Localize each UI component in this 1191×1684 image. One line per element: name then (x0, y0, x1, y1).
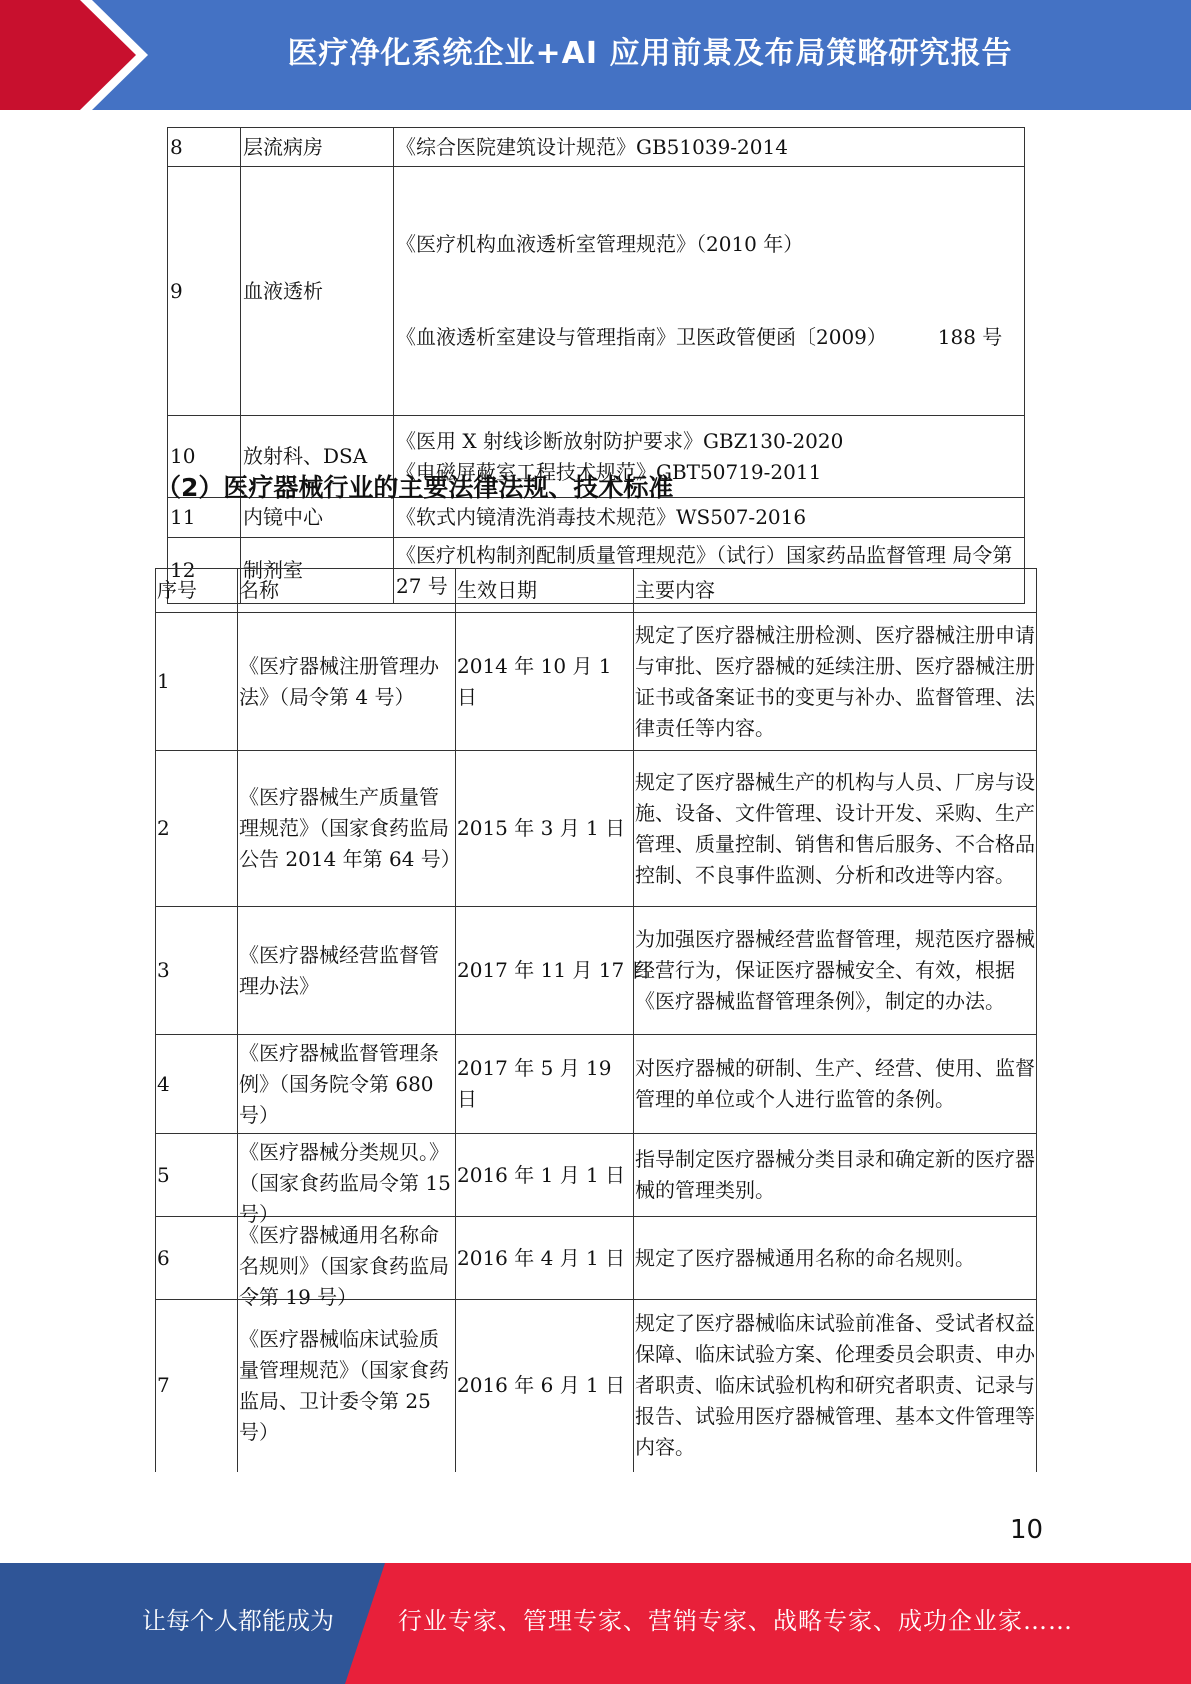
regulation-name-cell (238, 1217, 456, 1309)
regulation-name: 《医疗器械生产质量管理规范》（国家食药监局公告 2014 年第 64 号） (238, 751, 456, 907)
main-content: 指导制定医疗器械分类目录和确定新的医疗器械的管理类别。 (634, 1134, 1037, 1217)
regulation-name: 《医疗器械分类规贝。》（国家食药监局令第 15 号） (239, 1140, 451, 1226)
page-number: 10 (1010, 1515, 1044, 1545)
row-number: 6 (156, 1217, 238, 1300)
table-row (156, 613, 1037, 751)
standard-line: 《软式内镜清洗消毒技术规范》WS507-2016 (396, 505, 807, 529)
footer-slogan-right: 行业专家、管理专家、营销专家、战略专家、成功企业家…… (398, 1607, 1073, 1635)
standard-line: 《医用 X 射线诊断放射防护要求》GBZ130-2020 (396, 428, 844, 453)
row-number: 7 (156, 1300, 238, 1472)
row-number: 3 (156, 907, 238, 1035)
regulation-name: 《医疗器械监督管理条例》（国务院令第 680 号） (238, 1035, 456, 1134)
table-row (156, 751, 1037, 907)
standard-cell (394, 167, 1025, 416)
column-header: 名称 (238, 569, 456, 613)
table-row (156, 1300, 1037, 1472)
table-row (168, 128, 1025, 167)
row-number: 1 (156, 613, 238, 751)
main-content: 规定了医疗器械注册检测、医疗器械注册申请与审批、医疗器械的延续注册、医疗器械注册证书或备案证书的变更与补办、监督管理、法律责任等内容。 (634, 613, 1037, 751)
standard-line: 《综合医院建筑设计规范》GB51039-2014 (396, 134, 788, 159)
effective-date: 2017 年 5 月 19 日 (456, 1035, 634, 1134)
table-row (156, 1217, 1037, 1300)
effective-date: 2016 年 6 月 1 日 (456, 1300, 634, 1472)
effective-date: 2015 年 3 月 1 日 (456, 751, 634, 907)
standard-line: 《血液透析室建设与管理指南》卫医政管便函〔2009） 188 号 (396, 325, 1003, 349)
table-row (156, 1134, 1037, 1217)
effective-date: 2016 年 4 月 1 日 (456, 1217, 634, 1300)
row-number: 9 (168, 167, 241, 416)
effective-date: 2016 年 1 月 1 日 (456, 1134, 634, 1217)
main-content: 为加强医疗器械经营监督管理，规范医疗器械经营行为，保证医疗器械安全、有效，根据《医疗器械监督管理条例》，制定的办法。 (634, 907, 1037, 1035)
section-heading: （2）医疗器械行业的主要法律法规、技术标准 (156, 473, 674, 502)
standard-line: 《医疗机构制剂配制质量管理规范》（试行）国家药品监督管理 局令第 27 号 (396, 542, 1013, 598)
main-content: 规定了医疗器械临床试验前准备、受试者权益保障、临床试验方案、伦理委员会职责、申办者职责、临床试验机构和研究者职责、记录与报告、试验用医疗器械管理、基本文件管理等内容。 (634, 1300, 1037, 1472)
main-content: 对医疗器械的研制、生产、经营、使用、监督管理的单位或个人进行监管的条例。 (634, 1035, 1037, 1134)
report-title: 医疗净化系统企业+AI 应用前景及布局策略研究报告 (287, 36, 1013, 71)
regulation-name: 《医疗器械注册管理办法》（局令第 4 号） (238, 613, 456, 751)
main-content: 规定了医疗器械生产的机构与人员、厂房与设施、设备、文件管理、设计开发、采购、生产管理、质量控制、销售和售后服务、不合格品控制、不良事件监测、分析和改进等内容。 (634, 751, 1037, 907)
row-number: 12 (168, 538, 241, 604)
row-number: 10 (168, 416, 241, 498)
department-name: 血液透析 (241, 167, 394, 416)
column-header: 生效日期 (456, 569, 634, 613)
department-name: 层流病房 (241, 128, 394, 167)
table-row (156, 1035, 1037, 1134)
regulation-name: 《医疗器械临床试验质量管理规范》（国家食药监局、卫计委令第 25 号） (238, 1300, 456, 1472)
table-header-row (156, 569, 1037, 613)
standard-line: 《电磁屏蔽室工程技术规范》GBT50719-2011 (396, 459, 822, 484)
effective-date: 2017 年 11 月 17 日 (456, 907, 634, 1035)
row-number: 2 (156, 751, 238, 907)
column-header: 序号 (156, 569, 238, 613)
regulation-name-cell (238, 1134, 456, 1226)
standard-line: 《医疗机构血液透析室管理规范》（2010 年） (396, 232, 804, 256)
row-number: 8 (168, 128, 241, 167)
row-number: 5 (156, 1134, 238, 1217)
footer-slogan-left: 让每个人都能成为 (142, 1607, 334, 1635)
row-number: 11 (168, 498, 241, 538)
column-header: 主要内容 (634, 569, 1037, 613)
main-content: 规定了医疗器械通用名称的命名规则。 (634, 1217, 1037, 1300)
regulation-name: 《医疗器械通用名称命名规则》（国家食药监局令第 19 号） (239, 1223, 449, 1309)
department-name: 制剂室 (241, 538, 394, 604)
department-name: 内镜中心 (241, 498, 394, 538)
table-row (168, 167, 1025, 416)
page-header (0, 0, 1191, 110)
regulation-name: 《医疗器械经营监督管理办法》 (238, 907, 456, 1035)
page-footer (0, 1563, 1191, 1684)
regulations-table (155, 568, 1037, 1472)
department-name: 放射科、DSA (241, 416, 394, 498)
table-row (156, 907, 1037, 1035)
effective-date: 2014 年 10 月 1 日 (456, 613, 634, 751)
standards-table (167, 127, 1025, 604)
row-number: 4 (156, 1035, 238, 1134)
standard-cell (394, 128, 1025, 167)
